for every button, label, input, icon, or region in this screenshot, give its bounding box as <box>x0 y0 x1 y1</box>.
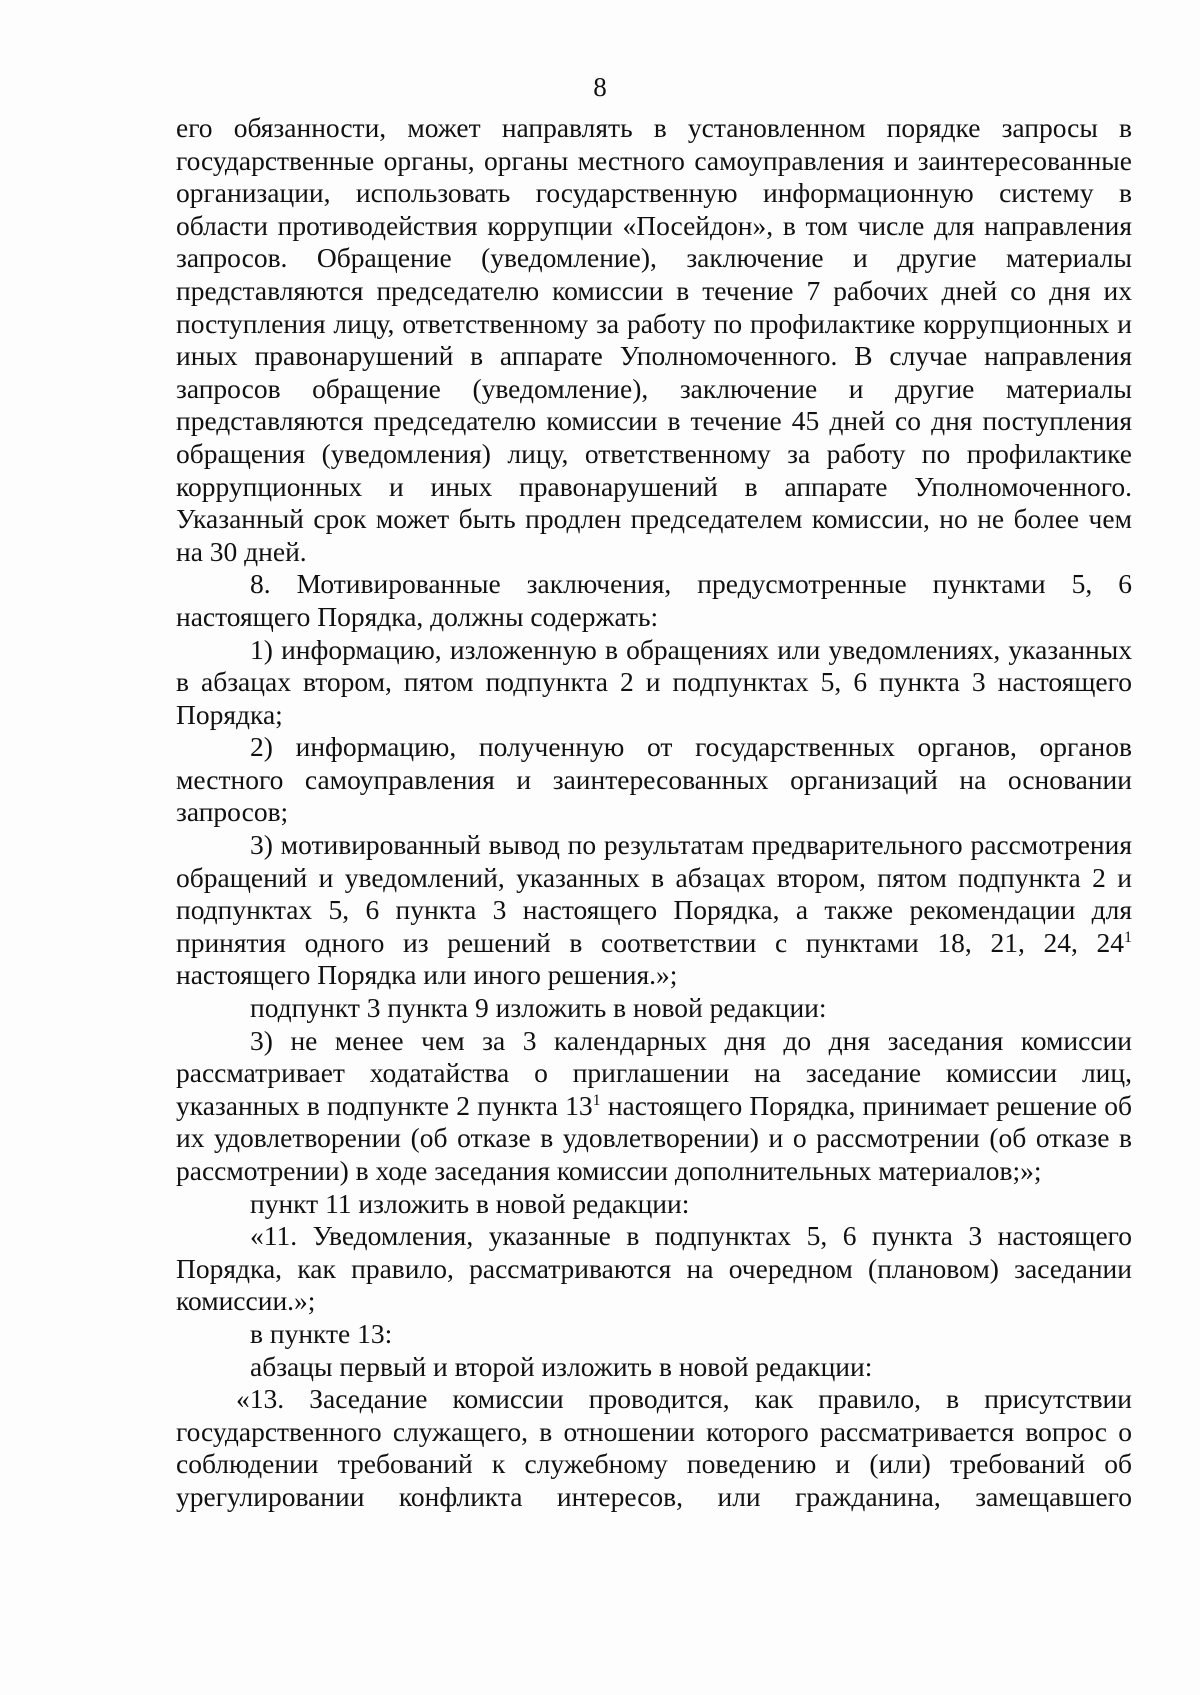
document-body <box>176 112 1132 1514</box>
subitem-3-text: 3) мотивированный вывод по результатам предварительного рассмотрения обращений и уведомлений, указанных в абзацах втором, пятом подпункта 2 и подпунктах 5, 6 пункта 3 настоящего Порядка, а также рекомендации для принятия одного из решений в соответствии с пунктами 18, 21, 24, 24 <box>176 829 1132 958</box>
page-number: 8 <box>593 72 607 102</box>
paragraph-amendment-9: подпункт 3 пункта 9 изложить в новой редакции: <box>250 992 827 1024</box>
paragraph-subitem-1: 1) информацию, изложенную в обращениях или уведомлениях, указанных в абзацах втором, пятом подпункта 2 и подпунктах 5, 6 пункта 3 настоящего Порядка; <box>176 633 1132 730</box>
paragraph-new-subitem-3 <box>176 1025 1132 1188</box>
new-subitem-3-text: 3) не менее чем за 3 календарных дня до дня заседания комиссии рассматривает ходатайства о приглашении на заседание комиссии лиц, указанных в подпункте 2 пункта 13 <box>176 1024 1132 1121</box>
paragraph-amendment-11: пункт 11 изложить в новой редакции: <box>250 1187 690 1219</box>
paragraph-amendment-13: в пункте 13: <box>250 1317 393 1349</box>
paragraph-new-item-13: «13. Заседание комиссии проводится, как правило, в присутствии государственного служащего, в отношении которого рассматривается вопрос о соблюдении требований к служебному поведению и (или) требований об урегулировании конфликта интересов, или гражданина, замещавшего <box>176 1383 1132 1512</box>
subitem-3-text-end: настоящего Порядка или иного решения.»; <box>176 959 678 991</box>
paragraph-subitem-2: 2) информацию, полученную от государственных органов, органов местного самоуправления и заинтересованных организаций на основании запросов; <box>176 731 1132 828</box>
superscript: 1 <box>1124 928 1132 946</box>
superscript: 1 <box>592 1091 601 1109</box>
paragraph-continuation: его обязанности, может направлять в установленном порядке запросы в государственные органы, органы местного самоуправления и заинтересованные организации, использовать государственную информационную систему в области противодействия коррупции «Посейдон», в том числе для направления запросов. Обращение (уведомление), заключение и другие материалы представляются председателю комиссии в течение 7 рабочих дней со дня их поступления лицу, ответственному за работу по профилактике коррупционных и иных правонарушений в аппарате Уполномоченного. В случае направления запросов обращение (уведомление), заключение и другие материалы представляются председателю комиссии в течение 45 дней со дня поступления обращения (уведомления) лицу, ответственному за работу по профилактике коррупционных и иных правонарушений в аппарате Уполномоченного. Указанный срок может быть продлен председателем комиссии, но не более чем на 30 дней. <box>176 112 1132 567</box>
paragraph-item-8: 8. Мотивированные заключения, предусмотренные пунктами 5, 6 настоящего Порядка, должны содержать: <box>176 568 1132 632</box>
paragraph-subitem-3 <box>176 829 1132 992</box>
new-subitem-3-text-end: настоящего Порядка, принимает решение об их удовлетворении (об отказе в удовлетворении) и о рассмотрении (об отказе в рассмотрении) в ходе заседания комиссии дополнительных материалов;»; <box>176 1089 1132 1186</box>
paragraph-abzacy: абзацы первый и второй изложить в новой редакции: <box>250 1350 873 1382</box>
paragraph-new-item-11: «11. Уведомления, указанные в подпунктах 5, 6 пункта 3 настоящего Порядка, как правило, рассматриваются на очередном (плановом) заседании комиссии.»; <box>176 1220 1132 1317</box>
